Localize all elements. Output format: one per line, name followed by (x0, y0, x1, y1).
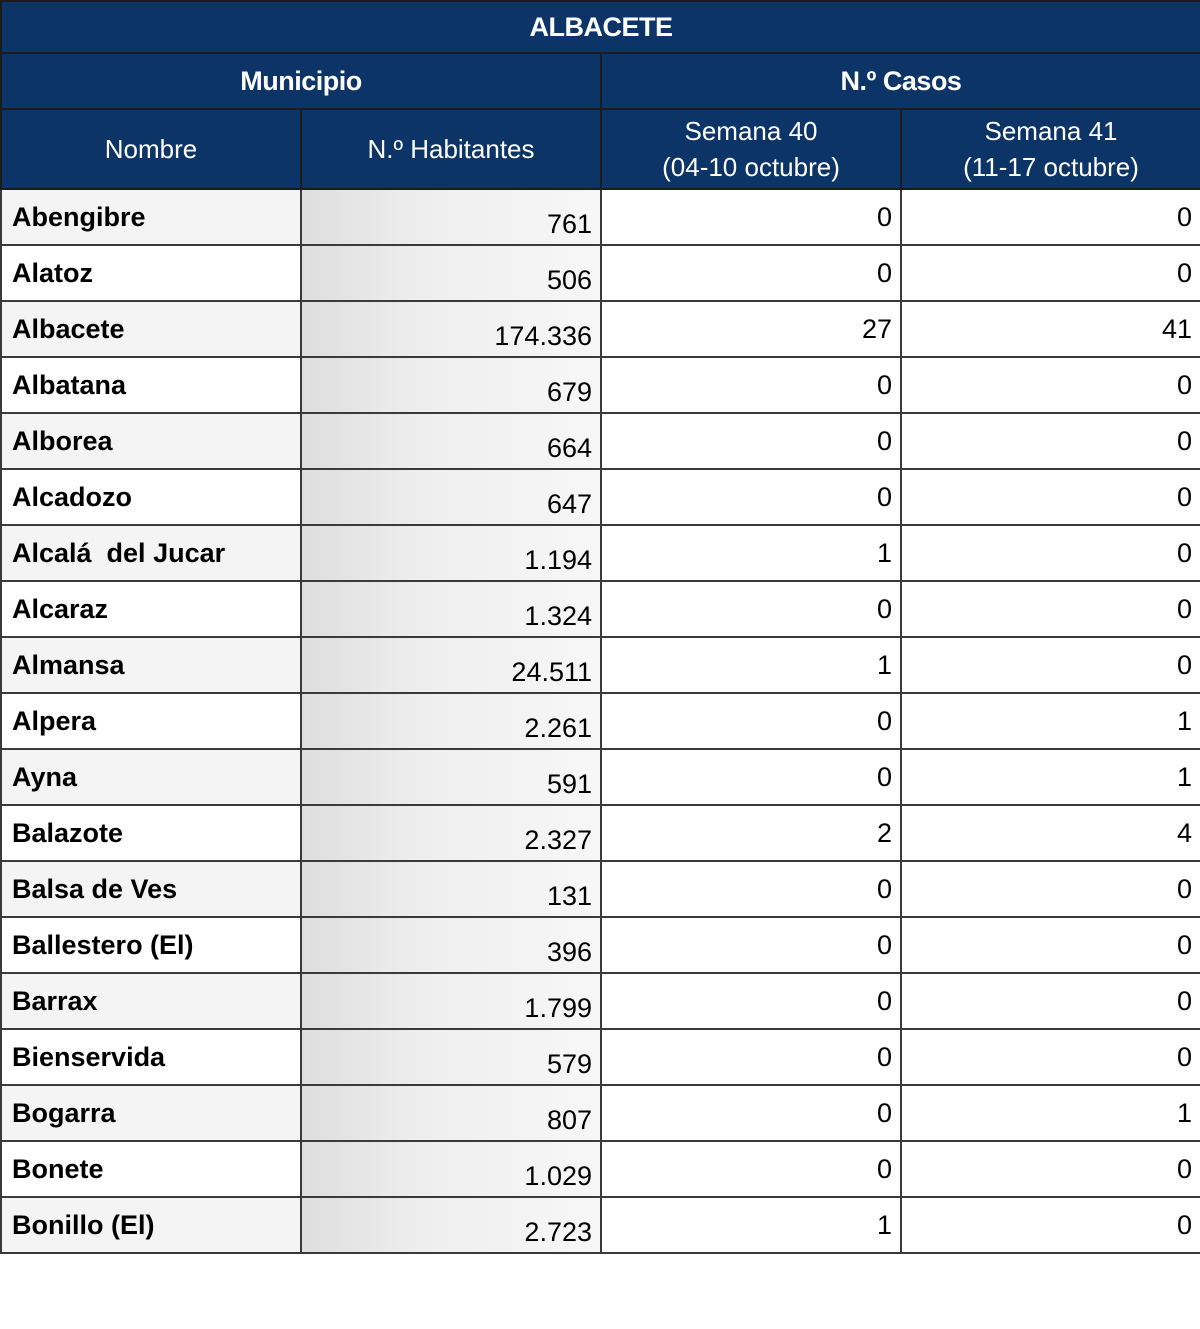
habitantes-cell: 807 (301, 1085, 601, 1141)
municipio-name-cell: Alatoz (1, 245, 301, 301)
title-row (1, 1, 1200, 53)
municipio-name-cell: Alpera (1, 693, 301, 749)
table-row (1, 637, 1200, 693)
municipio-name-cell: Bonete (1, 1141, 301, 1197)
semana40-cases-cell: 0 (601, 693, 901, 749)
habitantes-column-header: N.º Habitantes (301, 109, 601, 189)
semana40-cases-cell: 0 (601, 1141, 901, 1197)
habitantes-cell: 1.324 (301, 581, 601, 637)
table-row (1, 693, 1200, 749)
habitantes-cell: 174.336 (301, 301, 601, 357)
table-row (1, 469, 1200, 525)
table-row (1, 917, 1200, 973)
semana41-cases-cell: 4 (901, 805, 1200, 861)
semana40-cases-cell: 1 (601, 1197, 901, 1253)
habitantes-cell: 396 (301, 917, 601, 973)
semana41-cases-cell: 0 (901, 413, 1200, 469)
municipio-name-cell: Albatana (1, 357, 301, 413)
semana40-cases-cell: 27 (601, 301, 901, 357)
municipio-group-header: Municipio (1, 53, 601, 109)
semana40-cases-cell: 0 (601, 189, 901, 245)
municipio-name-cell: Abengibre (1, 189, 301, 245)
municipio-name-cell: Alcadozo (1, 469, 301, 525)
municipio-name-cell: Alcaraz (1, 581, 301, 637)
semana41-cases-cell: 0 (901, 245, 1200, 301)
habitantes-cell: 24.511 (301, 637, 601, 693)
table-row (1, 1029, 1200, 1085)
municipio-name-cell: Balsa de Ves (1, 861, 301, 917)
table-row (1, 413, 1200, 469)
semana41-cases-cell: 41 (901, 301, 1200, 357)
table-title: ALBACETE (1, 1, 1200, 53)
semana40-cases-cell: 0 (601, 357, 901, 413)
semana41-cases-cell: 0 (901, 469, 1200, 525)
habitantes-cell: 506 (301, 245, 601, 301)
semana40-cases-cell: 0 (601, 413, 901, 469)
municipio-name-cell: Bogarra (1, 1085, 301, 1141)
municipio-name-cell: Barrax (1, 973, 301, 1029)
nombre-column-header: Nombre (1, 109, 301, 189)
semana41-cases-cell: 0 (901, 581, 1200, 637)
habitantes-cell: 131 (301, 861, 601, 917)
table-row (1, 805, 1200, 861)
semana40-cases-cell: 2 (601, 805, 901, 861)
municipio-name-cell: Ayna (1, 749, 301, 805)
casos-group-header: N.º Casos (601, 53, 1200, 109)
semana41-cases-cell: 0 (901, 637, 1200, 693)
semana41-cases-cell: 0 (901, 1197, 1200, 1253)
table-row (1, 749, 1200, 805)
habitantes-cell: 2.723 (301, 1197, 601, 1253)
table-row (1, 301, 1200, 357)
municipio-name-cell: Ballestero (El) (1, 917, 301, 973)
semana40-cases-cell: 0 (601, 1029, 901, 1085)
table-row (1, 581, 1200, 637)
habitantes-cell: 761 (301, 189, 601, 245)
column-header-row (1, 109, 1200, 189)
table-row (1, 245, 1200, 301)
semana40-cases-cell: 1 (601, 525, 901, 581)
semana41-cases-cell: 1 (901, 749, 1200, 805)
table-row (1, 973, 1200, 1029)
semana41-cases-cell: 0 (901, 357, 1200, 413)
semana40-header-title: Semana 40 (684, 116, 818, 146)
municipio-name-cell: Almansa (1, 637, 301, 693)
semana40-header-dates: (04-10 octubre) (662, 152, 840, 182)
table-row (1, 357, 1200, 413)
semana40-cases-cell: 0 (601, 749, 901, 805)
habitantes-cell: 679 (301, 357, 601, 413)
semana41-cases-cell: 0 (901, 525, 1200, 581)
semana41-cases-cell: 0 (901, 917, 1200, 973)
table-row (1, 189, 1200, 245)
semana41-cases-cell: 0 (901, 189, 1200, 245)
semana41-cases-cell: 1 (901, 693, 1200, 749)
municipio-name-cell: Balazote (1, 805, 301, 861)
habitantes-cell: 579 (301, 1029, 601, 1085)
semana41-header-dates: (11-17 octubre) (963, 152, 1139, 182)
semana41-column-header (901, 109, 1200, 189)
table-row (1, 525, 1200, 581)
semana41-cases-cell: 0 (901, 1141, 1200, 1197)
semana41-cases-cell: 1 (901, 1085, 1200, 1141)
semana40-cases-cell: 0 (601, 861, 901, 917)
habitantes-cell: 2.327 (301, 805, 601, 861)
table-header (1, 1, 1200, 189)
municipio-name-cell: Bienservida (1, 1029, 301, 1085)
habitantes-cell: 647 (301, 469, 601, 525)
table-row (1, 1141, 1200, 1197)
table-row (1, 1197, 1200, 1253)
semana40-cases-cell: 0 (601, 917, 901, 973)
habitantes-cell: 1.799 (301, 973, 601, 1029)
semana40-cases-cell: 0 (601, 973, 901, 1029)
municipio-name-cell: Bonillo (El) (1, 1197, 301, 1253)
semana40-cases-cell: 0 (601, 1085, 901, 1141)
semana40-cases-cell: 0 (601, 469, 901, 525)
semana41-header-title: Semana 41 (984, 116, 1118, 146)
habitantes-cell: 1.194 (301, 525, 601, 581)
semana41-cases-cell: 0 (901, 861, 1200, 917)
semana41-cases-cell: 0 (901, 1029, 1200, 1085)
semana40-cases-cell: 0 (601, 581, 901, 637)
semana41-cases-cell: 0 (901, 973, 1200, 1029)
table-row (1, 1085, 1200, 1141)
table-row (1, 861, 1200, 917)
group-header-row (1, 53, 1200, 109)
municipio-name-cell: Alborea (1, 413, 301, 469)
habitantes-cell: 591 (301, 749, 601, 805)
municipio-name-cell: Alcalá del Jucar (1, 525, 301, 581)
habitantes-cell: 1.029 (301, 1141, 601, 1197)
habitantes-cell: 664 (301, 413, 601, 469)
semana40-cases-cell: 1 (601, 637, 901, 693)
municipio-name-cell: Albacete (1, 301, 301, 357)
table-body (1, 189, 1200, 1253)
semana40-cases-cell: 0 (601, 245, 901, 301)
semana40-column-header (601, 109, 901, 189)
habitantes-cell: 2.261 (301, 693, 601, 749)
